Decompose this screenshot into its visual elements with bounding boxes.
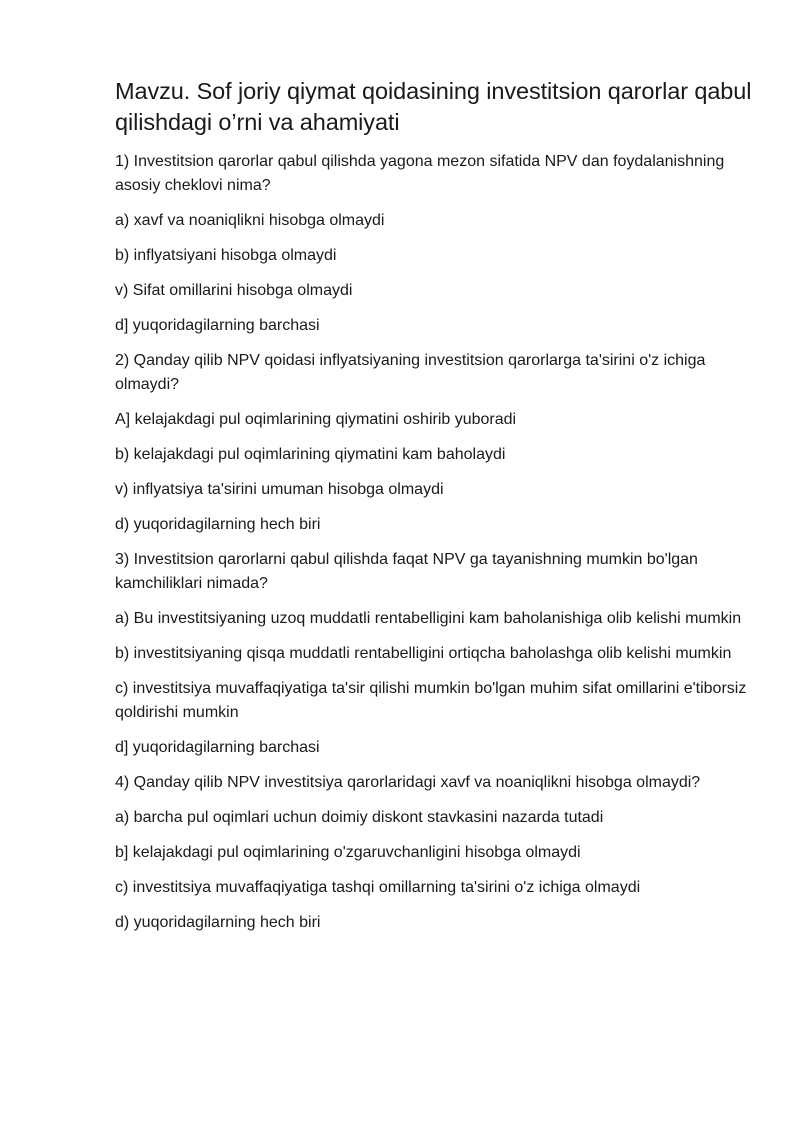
question-3 <box>115 548 755 760</box>
option-a: a) xavf va noaniqlikni hisobga olmaydi <box>115 212 385 229</box>
option-a: a) barcha pul oqimlari uchun doimiy diskont stavkasini nazarda tutadi <box>115 809 604 826</box>
option-b: b) investitsiyaning qisqa muddatli rentabelligini ortiqcha baholashga olib kelishi mumkin <box>115 645 732 662</box>
question-2 <box>115 349 755 537</box>
option-a: a) Bu investitsiyaning uzoq muddatli rentabelligini kam baholanishiga olib kelishi mumkin <box>115 610 742 627</box>
question-text: 4) Qanday qilib NPV investitsiya qarorlaridagi xavf va noaniqlikni hisobga olmaydi? <box>115 774 701 791</box>
option-d: d] yuqoridagilarning barchasi <box>115 317 320 334</box>
question-1 <box>115 150 755 338</box>
option-d: d) yuqoridagilarning hech biri <box>115 516 321 533</box>
document-page <box>115 76 755 946</box>
option-b: b) inflyatsiyani hisobga olmaydi <box>115 247 337 264</box>
options-list <box>115 607 755 760</box>
document-title: Mavzu. Sof joriy qiymat qoidasining investitsion qarorlar qabul qilishdagi o’rni va ahamiyati <box>115 78 752 135</box>
question-text: 1) Investitsion qarorlar qabul qilishda yagona mezon sifatida NPV dan foydalanishning asosiy cheklovi nima? <box>115 153 725 194</box>
option-b: b] kelajakdagi pul oqimlarining o'zgaruvchanligini hisobga olmaydi <box>115 844 581 861</box>
option-d: d] yuqoridagilarning barchasi <box>115 739 320 756</box>
question-4 <box>115 771 755 935</box>
option-v: v) Sifat omillarini hisobga olmaydi <box>115 282 353 299</box>
option-a: A] kelajakdagi pul oqimlarining qiymatini oshirib yuboradi <box>115 411 517 428</box>
options-list <box>115 806 755 935</box>
option-v: v) inflyatsiya ta'sirini umuman hisobga olmaydi <box>115 481 444 498</box>
option-c: c) investitsiya muvaffaqiyatiga ta'sir qilishi mumkin bo'lgan muhim sifat omillarini e'tiborsiz qoldirishi mumkin <box>115 680 747 721</box>
question-text: 3) Investitsion qarorlarni qabul qilishda faqat NPV ga tayanishning mumkin bo'lgan kamchiliklari nimada? <box>115 551 698 592</box>
options-list <box>115 209 755 338</box>
option-d: d) yuqoridagilarning hech biri <box>115 914 321 931</box>
option-b: b) kelajakdagi pul oqimlarining qiymatini kam baholaydi <box>115 446 506 463</box>
options-list <box>115 408 755 537</box>
option-c: c) investitsiya muvaffaqiyatiga tashqi omillarning ta'sirini o'z ichiga olmaydi <box>115 879 641 896</box>
question-text: 2) Qanday qilib NPV qoidasi inflyatsiyaning investitsion qarorlarga ta'sirini o'z ichiga olmaydi? <box>115 352 706 393</box>
